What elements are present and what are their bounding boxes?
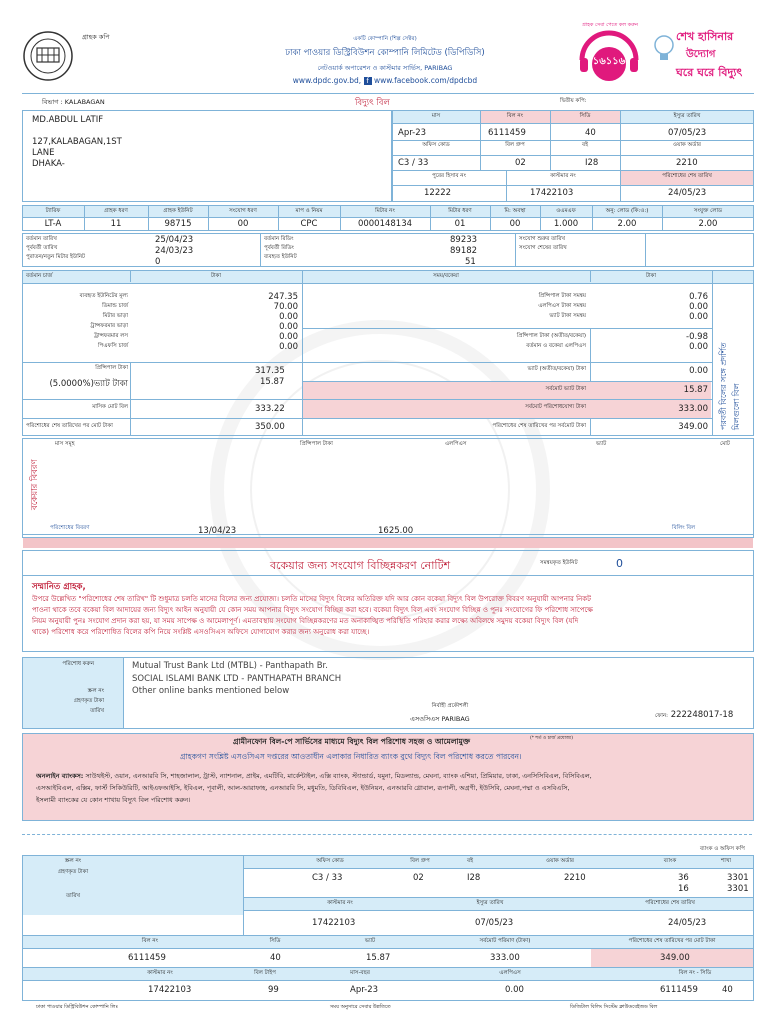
stub-office: C3 / 33 [312, 873, 343, 883]
reading-l2: পূর্ববর্তী তারিখ [26, 245, 58, 251]
online-title: গ্রামীনফোন বিল-পে সার্ভিসের মাধ্যমে বিদ্যুৎ বিল পরিশোধ সহজ ও আমেলামুক্ত [233, 737, 471, 746]
stub-h-office: অফিস কোড [316, 858, 344, 864]
notice-line3: নিয়ম অনুযায়ী পুনঃ সংযোগ প্রদান করা হয়, যা সময় সাপেক্ষ ও আমেলাপূর্ণ। এমতাবস্থায় সংযোগ বিচ্ছিন্নকরণের মত অনাকাঙ্খিত পরিস্থিতি পরিহার করার লক্ষ্যে অবিলম্বে সমুদয় বকেয়া বিদ্যুৎ বিল (যদি [32, 617, 579, 625]
stub-after: 349.00 [660, 953, 690, 963]
h-taka2: টাকা [645, 273, 657, 279]
after-due2-label: পরিশোধের শেষ তারিখের পর সর্বমোট টাকা [492, 423, 586, 429]
stub-sidi: 40 [270, 953, 281, 963]
dpdc-logo [22, 30, 74, 82]
meter-header-9: অনু: লোড (কি:ও:) [605, 208, 649, 214]
bank1: Mutual Trust Bank Ltd (MTBL) - Panthapath Br. [132, 661, 328, 671]
adjust-label-1: এলপিএস টাকা সমন্বয় [538, 303, 586, 309]
arrear-adjust-label-1: বর্তমান ও বকেয়া এলপিএস [526, 343, 586, 349]
second-copy-label: দ্বিতীয় কপি: [560, 98, 587, 104]
charge-label-4: ট্রান্সফরমার লস [93, 333, 128, 339]
stub-h-book: বই [467, 858, 473, 864]
monthly-total-value: 333.22 [255, 404, 285, 414]
stub-h-issue: ইস্যুর তারিখ [476, 900, 504, 906]
customer-copy-label: গ্রাহক কপি [82, 33, 110, 41]
stub-h-vat: ভ্যাট [364, 938, 376, 944]
r3-value: 0.00 [689, 366, 708, 376]
stub-h-sidi: সিডি [269, 938, 281, 944]
customer-number: 17422103 [530, 188, 574, 198]
meter-value-8: 1.000 [553, 219, 579, 229]
reading-m1: বর্তমান রিডিং [264, 236, 294, 242]
charge-value-3: 0.00 [279, 322, 298, 332]
stub-date-label: তারিখ [66, 893, 80, 899]
monthly-total-label: মাসিক মোট বিল [92, 404, 128, 410]
footer-3: ডিজিটাল বিলিং সিস্টেম ক্লাউডবেইজড বিল [570, 1004, 658, 1010]
stub-billnum: 6111459 [660, 985, 698, 995]
reading-m3: ব্যবহৃত ইউনিট [264, 254, 297, 260]
facebook-icon: f [364, 77, 372, 85]
reading-r2: সংযোগ শেষের তারিখ [519, 245, 567, 251]
stub-book: I28 [467, 873, 481, 883]
meter-header-10: সংযুক্ত লোড [693, 208, 723, 214]
adjust-value-1: 0.00 [689, 302, 708, 312]
stub-walk: 2210 [564, 873, 586, 883]
h-arrear-vat: ভ্যাট [596, 441, 607, 447]
total-payable-label: সর্বমোট পরিশোধযোগ্য টাকা [525, 404, 586, 410]
h-issue: ইস্যুর তারিখ [673, 113, 701, 119]
stub-billno: 6111459 [128, 953, 166, 963]
stub-monthsal: Apr-23 [350, 985, 379, 995]
h-taka: টাকা [210, 273, 222, 279]
stub-h-total: সর্বমোট পরিমাণ (টাকা) [479, 938, 531, 944]
h-sidi: সিডি [579, 113, 591, 119]
phone-label: ফোন: [655, 713, 668, 719]
adjusted-units-value: 0 [616, 557, 623, 570]
after-due2-value: 349.00 [678, 422, 708, 432]
footer-2: সময় অনুসারে সেবার উন্নতিতে [330, 1004, 391, 1010]
stub-h-billsidi: বিল নং - সিডি [678, 970, 712, 976]
division-label: বিভাগ : KALABAGAN [42, 98, 105, 106]
book-no: I28 [585, 158, 599, 168]
bill-title: বিদ্যুৎ বিল [355, 98, 390, 108]
pay-scroll-label: স্ক্রল নং [87, 688, 104, 694]
payment-details-label: পরিশোধের বিবরণ [50, 525, 90, 531]
h-old-acct: পুরের হিসাব নং [432, 173, 466, 179]
online-note: (* শর্ত ও চার্জ প্রযোজ্য) [530, 736, 573, 741]
current-reading: 89233 [450, 235, 478, 245]
arrear-adjust-label-0: প্রিন্সিপাল টাকা (অতীত/বকেয়া) [516, 333, 586, 339]
stub-issue: 07/05/23 [475, 918, 514, 928]
cut-line [22, 834, 752, 835]
meter-header-0: ট্যারিফ [45, 208, 61, 214]
total-vat-label: সর্বমোট ভ্যাট টাকা [545, 386, 586, 392]
principal-value: 317.35 [255, 366, 285, 376]
h-walk: ওয়াক অর্ডার [673, 142, 701, 148]
adjust-value-0: 0.76 [689, 292, 708, 302]
online-banks-2: এসআইবিএল, এক্সিম, ফার্স্ট সিকিউরিটি, আইএফআইসি, ইবিএল, পূবালী, আল-আরাফাহ, এনআরবি সি, মধুমতি, ডিবিবিএল, ইউনিয়ন, এনআরবি গ্লোবাল, রূপালী, অগ্রণী, ইউসিবি, মেঘনা,পদ্মা ও এসবিএসি, [36, 784, 570, 792]
stub-total: 333.00 [490, 953, 520, 963]
stub-billsidi: 40 [722, 985, 733, 995]
paid-date: 13/04/23 [198, 526, 237, 536]
bill-month: Apr-23 [398, 128, 427, 138]
h-arrear-month: মাস সমূহ [55, 441, 75, 447]
h-period: সময়/বকেয়া [433, 273, 459, 279]
current-date: 25/04/23 [155, 235, 194, 245]
stub-scroll-label: স্ক্রল নং [64, 858, 82, 864]
bill-number: 6111459 [488, 128, 526, 138]
bank-copy-label: ব্যাংক ও অফিস কপি [700, 846, 745, 852]
facebook-link[interactable]: www.facebook.com/dpdcbd [373, 76, 478, 85]
online-banks [36, 770, 748, 806]
stub-h-acct: কাস্টমার নং [327, 900, 353, 906]
billing-label: বিলিং বিল [672, 525, 696, 531]
h-month: মাস [431, 113, 441, 119]
arrear-adjust-value-1: 0.00 [689, 342, 708, 352]
online-line2: গ্রাহকগণ সংশ্লিষ্ট এসওসিএস দপ্তরের আওতাধীন এলাকার নিধারিত ব্যাংক বুথে বিদ্যুৎ বিল পরিশোধ করতে পারবেন। [180, 752, 522, 761]
meter-header-7: মি: অবস্থা [504, 208, 526, 214]
previous-date: 24/03/23 [155, 246, 194, 256]
charge-label-0: ব্যবহৃত ইউনিটের মূল্য [79, 293, 128, 299]
notice-body [32, 594, 748, 638]
hotline-number: ১৬১১৬ [592, 56, 626, 67]
website-link[interactable]: www.dpdc.gov.bd, [292, 76, 362, 85]
due-date: 24/05/23 [668, 188, 707, 198]
old-account: 12222 [424, 188, 452, 198]
h-billno: বিল নং [506, 113, 524, 119]
bill-sidi: 40 [585, 128, 596, 138]
stub-lps: 0.00 [505, 985, 524, 995]
stub-branch1: 3301 [727, 873, 749, 883]
notice-line4: থাকে) পরিশোধ করে পরিশোধিত বিলের কপি নিয়ে সংশ্লিষ্ট এসওসিএস অফিসে যোগাযোগ করার জন্য অনুরোধ করা যাচ্ছে। [32, 628, 370, 636]
charge-value-5: 0.00 [279, 342, 298, 352]
meter-value-4: CPC [300, 219, 318, 229]
stub-h-billno: বিল নং [141, 938, 159, 944]
bill-group: 02 [515, 158, 526, 168]
notice-title: বকেয়ার জন্য সংযোগ বিচ্ছিন্নকরণ নোটিশ [270, 559, 451, 572]
charge-value-4: 0.00 [279, 332, 298, 342]
lightbulb-icon [654, 32, 674, 72]
meter-header-3: সংযোগ ধরণ [229, 208, 257, 214]
stub-h-due: পরিশোধের শেষ তারিখ [645, 900, 695, 906]
notice-greeting: সম্মানিত গ্রাহক, [32, 582, 86, 592]
after-due-value: 350.00 [255, 422, 285, 432]
h-arrear-lps: এলপিএস [445, 441, 467, 447]
arrears-side-label: বকেয়ার বিবরণ [30, 459, 40, 510]
pay-date-label: তারিখ [90, 708, 104, 714]
division-line: নেটওয়ার্ক অপারেশন ও কাস্টমার সার্ভিস, PARIBAG [317, 64, 453, 72]
meter-value-3: 00 [237, 219, 249, 229]
signatory-office: এসওসিএস PARIBAG [410, 715, 470, 723]
charge-value-2: 0.00 [279, 312, 298, 322]
h-arrear-principal: প্রিন্সিপাল টাকা [300, 441, 333, 447]
h-current-charge: বর্তমান চার্জ [26, 273, 53, 279]
stub-bank2: 16 [678, 884, 689, 894]
stub-group: 02 [413, 873, 424, 883]
customer-name: MD.ABDUL LATIF [32, 115, 104, 125]
stub-h-after: পরিশোধের শেষ তারিখের পর মোট টাকা [628, 938, 716, 944]
address-line3: DHAKA- [32, 159, 65, 169]
principal-label: প্রিন্সিপাল টাকা [95, 365, 128, 371]
arrear-adjust-value-0: -0.98 [686, 332, 708, 342]
charge-label-2: মিটার ভাড়া [102, 313, 128, 319]
stub-h-bank: ব্যাংক [663, 858, 677, 864]
total-payable-value: 333.00 [678, 404, 708, 414]
hotline-caption: গ্রাহক সেবা পেতে কল করুন [582, 22, 638, 28]
vat-value: 15.87 [260, 377, 285, 387]
slogan-line2: উদ্যোগ [686, 49, 716, 60]
signatory-title: নির্বাহী প্রকৌশলী [431, 703, 469, 709]
h-book: বই [582, 142, 588, 148]
notice-line2: পাওনা থাকে তবে বকেয়া বিল আদায়ের জন্য বিদ্যুৎ আইন অনুযায়ী যে কোন সময় আপনার বিদ্যুৎ সংযোগ বিচ্ছিন্ন করা হবে। বকেয়া বিদ্যুৎ বিল এবং সংযোগ বিচ্ছিন্ন ও পুনঃ সংযোগের ফি পরিশোধ সাপেক্ষে [32, 606, 593, 614]
meter-value-6: 01 [454, 219, 466, 229]
phone-number: 222248017-18 [670, 710, 734, 720]
adjust-label-2: ভ্যাট টাকা সমন্বয় [549, 313, 586, 319]
notice-line1: উপরে উল্লেখিত "পরিশোধের শেষ তারিখ" টি শুধুমাত্র চলতি মাসের বিলের জন্য প্রযোজ্য। চলতি মাসের বিদ্যুৎ বিলের অতিরিক্ত যদি আর কোন বকেয়া বিদ্যুৎ বিল উপরোক্ত বিবরণ অনুযায়ী আপনার নিকট [32, 595, 591, 603]
after-due-label: পরিশোধের শেষ তারিখের পর মোট টাকা [26, 423, 113, 429]
h-group: বিল গ্রুপ [505, 142, 525, 148]
adjust-label-0: প্রিন্সিপাল টাকা সমন্বয় [538, 293, 586, 299]
walk-order: 2210 [676, 158, 698, 168]
reading-r1: সংযোগ শুরুর তারিখ [519, 236, 565, 242]
h-customer-no: কাস্টমার নং [550, 173, 576, 179]
company-name: ঢাকা পাওয়ার ডিস্ট্রিবিউশন কোম্পানি লিমিটেড (ডিপিডিসি) [285, 48, 485, 58]
charge-label-1: ডিমান্ড চার্জ [102, 303, 128, 309]
slogan-line1: শেখ হাসিনার [676, 30, 734, 43]
h-arrear-total: মোট [720, 441, 730, 447]
meter-header-1: গ্রাহক ধরণ [104, 208, 128, 214]
charge-label-5: পিএফসি চার্জ [98, 343, 128, 349]
used-units: 51 [465, 257, 476, 267]
meter-value-5: 0000148134 [357, 219, 413, 229]
meter-header-5: মিটার নং [375, 208, 395, 214]
old-new-unit: 0 [155, 257, 161, 267]
charge-value-1: 70.00 [273, 302, 298, 312]
stub-h-unit: বিল টাইপ [254, 970, 276, 976]
stub-h-monthsal: মাস-বছর [350, 970, 370, 976]
charge-label-3: ট্রান্সফরমার ভাড়া [90, 323, 128, 329]
vat-label: (5.0000%)ভ্যাট টাকা [49, 379, 128, 389]
reading-l1: বর্তমান তারিখ [26, 236, 57, 242]
previous-reading: 89182 [450, 246, 478, 256]
meter-value-1: 11 [110, 219, 122, 229]
stub-h-branch: শাখা [720, 858, 732, 864]
issue-date: 07/05/23 [668, 128, 707, 138]
online-banks-label: অনলাইন ব্যাংকস: [36, 772, 84, 780]
meter-value-9: 2.00 [617, 219, 637, 229]
meter-value-2: 98715 [164, 219, 192, 229]
bank2: SOCIAL ISLAMI BANK LTD - PANTHAPATH BRANCH [132, 674, 342, 684]
side-note: পরবর্তী বিলের সঙ্গে প্রদর্শিত মিলগুলো বিল [719, 342, 741, 430]
stub-h-group: বিল গ্রুপ [410, 858, 430, 864]
meter-header-8: ওএমএফ [556, 208, 576, 214]
meter-value-10: 2.00 [698, 219, 718, 229]
reading-m2: পূর্ববর্তী রিডিং [264, 245, 294, 251]
meter-header-2: গ্রাহক ইউনিট [163, 208, 193, 214]
stub-unit: 99 [268, 985, 279, 995]
online-banks-3: ইসলামী ব্যাংকের যে কোন শাখায় বিদ্যুৎ বিল পরিশোধ করুন। [36, 796, 191, 804]
stub-bank1: 36 [678, 873, 689, 883]
header-line1: একটি কোম্পানি (শিল্প সেক্টর) [353, 36, 417, 42]
r3-label: ভ্যাট (অতীত/বকেয়া) টাকা [527, 366, 586, 372]
slogan [676, 28, 756, 83]
stub-due: 24/05/23 [668, 918, 707, 928]
stub-branch2: 3301 [727, 884, 749, 894]
stub-h-cust: কাস্টমার নং [147, 970, 173, 976]
h-due-date: পরিশোধের শেষ তারিখ [662, 173, 712, 179]
pay-heading: পরিশোধ করুন [62, 661, 94, 667]
reading-l3: পুরাতন/নতুন মিটার ইউনিট [26, 254, 86, 260]
paid-amount: 1625.00 [378, 526, 414, 536]
bank3: Other online banks mentioned below [132, 686, 290, 696]
stub-h-walk: ওয়াক অর্ডার [546, 858, 574, 864]
stub-acct: 17422103 [312, 918, 356, 928]
meter-header-4: মাপ ও নিয়ম [295, 208, 323, 214]
meter-value-0: LT-A [44, 219, 62, 229]
meter-value-7: 00 [509, 219, 521, 229]
stub-vat: 15.87 [366, 953, 391, 963]
charge-value-0: 247.35 [268, 292, 298, 302]
slogan-line3: ঘরে ঘরে বিদ্যুৎ [676, 66, 743, 79]
online-banks-1: সাউথইস্ট, ওয়ান, এনআরবি সি, শাহজালাল, ট্রাস্ট, ন্যাশনাল, প্রাইম, এমটিবি, মার্কেন্টাইল, এক্সি ব্যাংক, স্ট্যান্ডার্ড, যমুনা, মিডল্যান্ড, মেঘনা, ব্যাংক এশিয়া, প্রিমিয়ার, ঢাকা, এনসিসিবিএল, বিসিবিএল, [85, 772, 592, 780]
meter-header-6: মিটার ধরণ [448, 208, 472, 214]
total-vat-value: 15.87 [683, 385, 708, 395]
footer-1: ঢাকা পাওয়ার ডিস্ট্রিবিউশন কোম্পানি লিঃ [36, 1004, 119, 1010]
office-code: C3 / 33 [398, 158, 429, 168]
stub-cust: 17422103 [148, 985, 192, 995]
address-line1: 127,KALABAGAN,1ST [32, 137, 122, 147]
stub-received-label: গ্রহণকৃত টাকা [57, 869, 89, 875]
adjust-value-2: 0.00 [689, 312, 708, 322]
stub-h-lps: এলপিএস [499, 970, 521, 976]
h-office: অফিস কোড [422, 142, 450, 148]
adjusted-units-label: সমন্বয়কৃত ইউনিট [540, 560, 578, 566]
address-line2: LANE [32, 148, 55, 158]
pay-received-label: গ্রহণকৃত টাকা [73, 698, 104, 704]
